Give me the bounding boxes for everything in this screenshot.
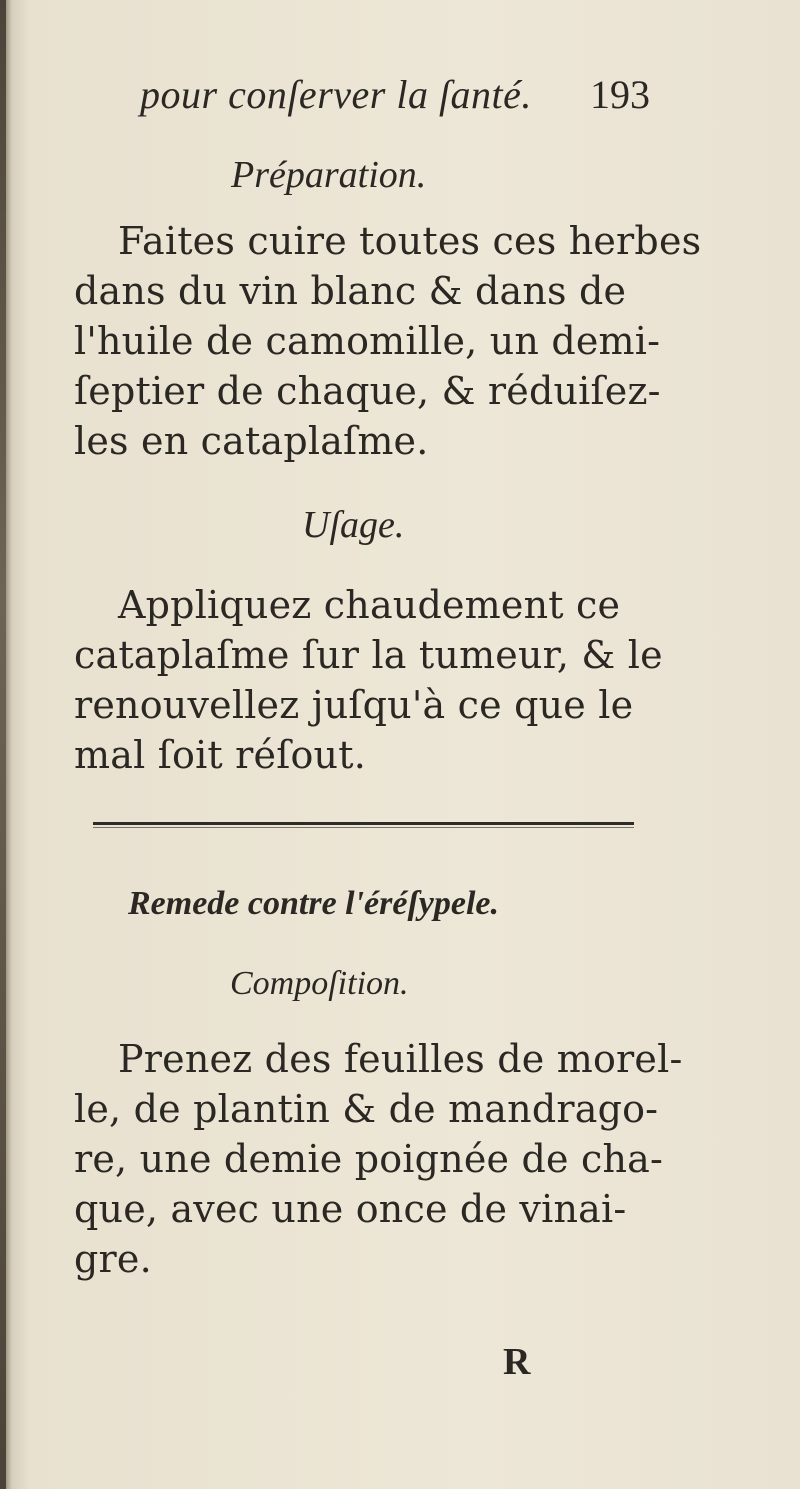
text-line: mal ſoit réſout. [74, 733, 366, 777]
text-line: ſeptier de chaque, & réduiſez- [74, 369, 661, 413]
text-line: les en cataplaſme. [74, 419, 429, 463]
usage-paragraph [74, 580, 694, 780]
binding-edge [0, 0, 6, 1489]
preparation-paragraph [74, 216, 702, 466]
text-line: cataplaſme ſur la tumeur, & le [74, 633, 663, 677]
text-line: le, de plantin & de mandrago- [74, 1087, 659, 1131]
text-line: gre. [74, 1237, 152, 1281]
text-line: que, avec une once de vinai- [74, 1187, 627, 1231]
running-head [140, 70, 700, 120]
page-number: 193 [590, 72, 650, 117]
usage-heading: Uſage. [302, 504, 405, 546]
text-line: Faites cuire toutes ces herbes [118, 219, 702, 263]
text-line: Appliquez chaudement ce [118, 583, 621, 627]
section-divider-thin [93, 827, 634, 828]
preparation-heading: Préparation. [231, 154, 427, 196]
composition-paragraph [74, 1034, 694, 1284]
text-line: l'huile de camomille, un demi- [74, 319, 661, 363]
text-line: dans du vin blanc & dans de [74, 269, 627, 313]
running-head-title: pour conſerver la ſanté. [140, 72, 532, 117]
text-line: re, une demie poignée de cha- [74, 1137, 664, 1181]
composition-heading: Compoſition. [230, 965, 409, 1002]
signature-mark: R [503, 1341, 531, 1383]
remedy-title: Remede contre l'éréſypele. [128, 885, 500, 922]
text-line: Prenez des feuilles de morel- [118, 1037, 683, 1081]
section-divider [93, 822, 634, 825]
text-line: renouvellez juſqu'à ce que le [74, 683, 634, 727]
